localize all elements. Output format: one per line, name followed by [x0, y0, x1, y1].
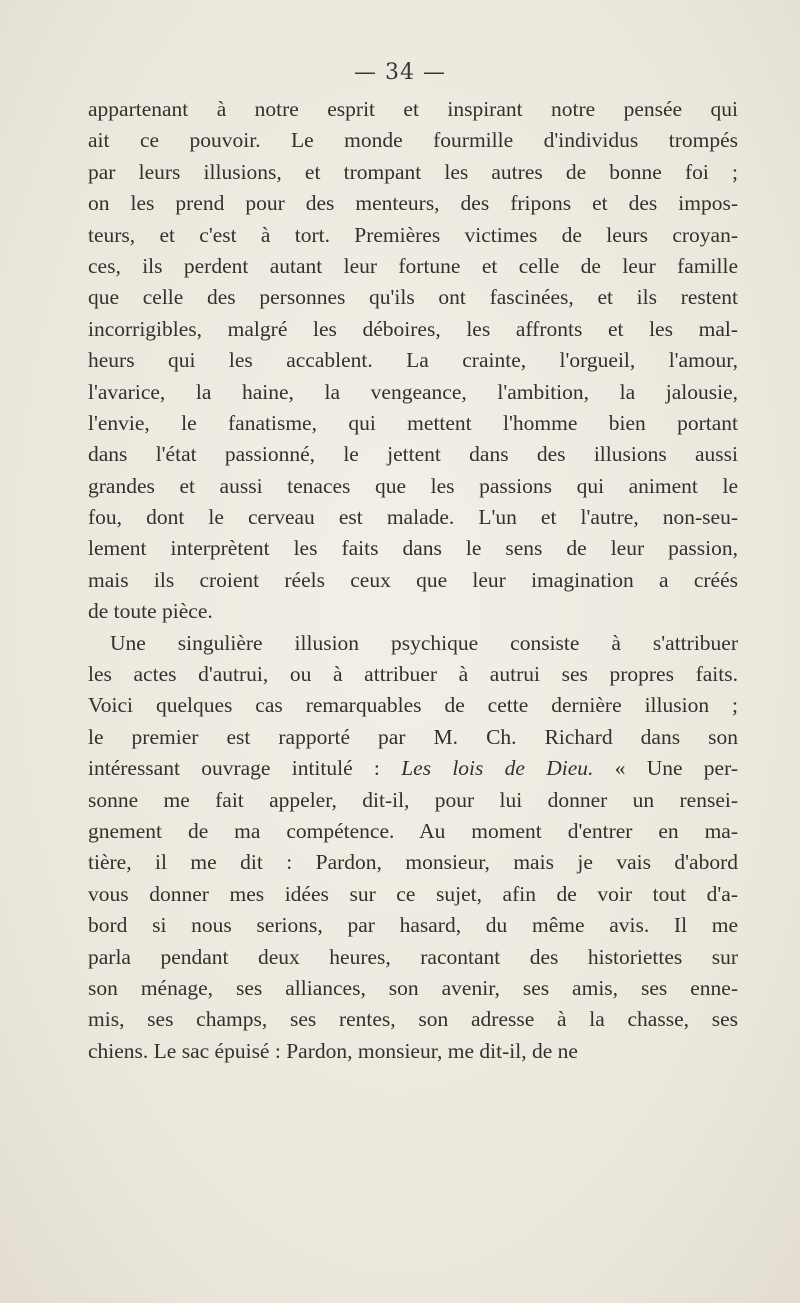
text-line: gnement de ma compétence. Au moment d'entrer en ma- — [88, 818, 738, 843]
text-line: incorrigibles, malgré les déboires, les affronts et les mal- — [88, 316, 738, 341]
page-number: — 34 — — [354, 60, 446, 85]
book-title: Les lois de Dieu. — [401, 756, 594, 781]
text-line: le premier est rapporté par M. Ch. Richard dans son — [88, 724, 738, 749]
text-segment: « Une per- — [614, 756, 738, 781]
text-line: lement interprètent les faits dans le sens de leur passion, — [88, 536, 738, 561]
text-line: grandes et aussi tenaces que les passions qui animent le — [88, 473, 738, 498]
text-line: on les prend pour des menteurs, des fripons et des impos- — [88, 191, 738, 216]
text-line: heurs qui les accablent. La crainte, l'orgueil, l'amour, — [88, 348, 738, 373]
text-segment: intéressant ouvrage intitulé : — [88, 756, 380, 781]
text-line: teurs, et c'est à tort. Premières victimes de leurs croyan- — [88, 222, 738, 247]
text-line: l'envie, le fanatisme, qui mettent l'homme bien portant — [88, 410, 738, 435]
text-line: parla pendant deux heures, racontant des historiettes sur — [88, 944, 738, 969]
text-line: sonne me fait appeler, dit-il, pour lui donner un rensei- — [88, 787, 738, 812]
text-line: tière, il me dit : Pardon, monsieur, mais je vais d'abord — [88, 850, 738, 875]
text-line: l'avarice, la haine, la vengeance, l'ambition, la jalousie, — [88, 379, 738, 404]
text-line: que celle des personnes qu'ils ont fascinées, et ils restent — [88, 285, 738, 310]
text-line: chiens. Le sac épuisé : Pardon, monsieur, me dit-il, de ne — [88, 1038, 578, 1063]
text-line: de toute pièce. — [88, 599, 213, 624]
text-line: Voici quelques cas remarquables de cette dernière illusion ; — [88, 693, 738, 718]
text-line: mis, ses champs, ses rentes, son adresse à la chasse, ses — [88, 1007, 738, 1032]
text-line: par leurs illusions, et trompant les autres de bonne foi ; — [88, 159, 738, 184]
text-line: fou, dont le cerveau est malade. L'un et l'autre, non-seu- — [88, 505, 738, 530]
body-text — [88, 94, 738, 1067]
text-line: dans l'état passionné, le jettent dans des illusions aussi — [88, 442, 738, 467]
text-line: les actes d'autrui, ou à attribuer à autrui ses propres faits. — [88, 662, 738, 687]
text-line: mais ils croient réels ceux que leur imagination a créés — [88, 567, 738, 592]
text-line: ait ce pouvoir. Le monde fourmille d'individus trompés — [88, 128, 738, 153]
text-line-with-title — [88, 753, 738, 784]
text-line: Une singulière illusion psychique consiste à s'attribuer — [110, 630, 738, 655]
text-line: ces, ils perdent autant leur fortune et celle de leur famille — [88, 253, 738, 278]
text-line: vous donner mes idées sur ce sujet, afin de voir tout d'a- — [88, 881, 738, 906]
text-line: appartenant à notre esprit et inspirant notre pensée qui — [88, 97, 738, 121]
text-line: bord si nous serions, par hasard, du même avis. Il me — [88, 913, 738, 938]
text-line: son ménage, ses alliances, son avenir, ses amis, ses enne- — [88, 975, 738, 1000]
